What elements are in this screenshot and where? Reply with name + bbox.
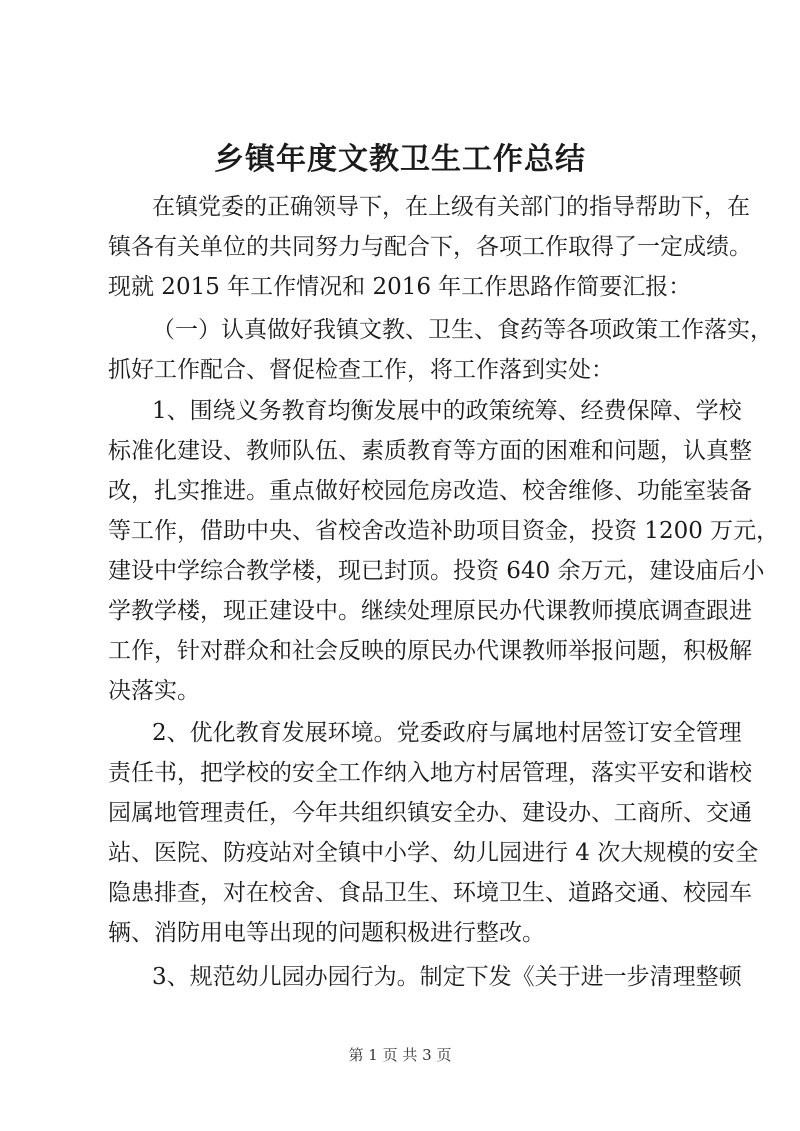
paragraph-line: 标准化建设、教师队伍、素质教育等方面的困难和问题，认真整 <box>108 438 752 464</box>
paragraph-line: 辆、消防用电等出现的问题积极进行整改。 <box>108 920 545 946</box>
paragraph-line: 2、优化教育发展环境。党委政府与属地村居签订安全管理 <box>152 720 742 746</box>
paragraph-line: 责任书，把学校的安全工作纳入地方村居管理，落实平安和谐校 <box>108 760 752 786</box>
paragraph-line: 学教学楼，现正建设中。继续处理原民办代课教师摸底调查跟进 <box>108 598 752 624</box>
paragraph-line: （一）认真做好我镇文教、卫生、食药等各项政策工作落实， <box>152 317 773 343</box>
paragraph-line: 园属地管理责任，今年共组织镇安全办、建设办、工商所、交通 <box>108 800 752 826</box>
paragraph-line: 现就 2015 年工作情况和 2016 年工作思路作简要汇报： <box>108 274 692 300</box>
paragraph-line: 等工作，借助中央、省校舍改造补助项目资金，投资 1200 万元， <box>108 518 780 544</box>
paragraph-line: 改，扎实推进。重点做好校园危房改造、校舍维修、功能室装备 <box>108 478 752 504</box>
paragraph-line: 抓好工作配合、督促检查工作，将工作落到实处： <box>108 357 614 383</box>
paragraph-line: 隐患排查，对在校舍、食品卫生、环境卫生、道路交通、校园车 <box>108 880 752 906</box>
paragraph-line: 站、医院、防疫站对全镇中小学、幼儿园进行 4 次大规模的安全 <box>108 840 759 866</box>
page-footer: 第 1 页 共 3 页 <box>348 1046 452 1064</box>
paragraph-line: 在镇党委的正确领导下，在上级有关部门的指导帮助下，在 <box>152 194 750 220</box>
paragraph-line: 镇各有关单位的共同努力与配合下，各项工作取得了一定成绩。 <box>108 234 752 260</box>
paragraph-line: 1、围绕义务教育均衡发展中的政策统筹、经费保障、学校 <box>152 398 742 424</box>
paragraph-line: 3、规范幼儿园办园行为。制定下发《关于进一步清理整顿 <box>152 964 742 990</box>
document-title: 乡镇年度文教卫生工作总结 <box>214 142 586 177</box>
paragraph-line: 工作，针对群众和社会反映的原民办代课教师举报问题，积极解 <box>108 638 752 664</box>
paragraph-line: 决落实。 <box>108 678 200 704</box>
paragraph-line: 建设中学综合教学楼，现已封顶。投资 640 余万元，建设庙后小 <box>108 558 765 584</box>
